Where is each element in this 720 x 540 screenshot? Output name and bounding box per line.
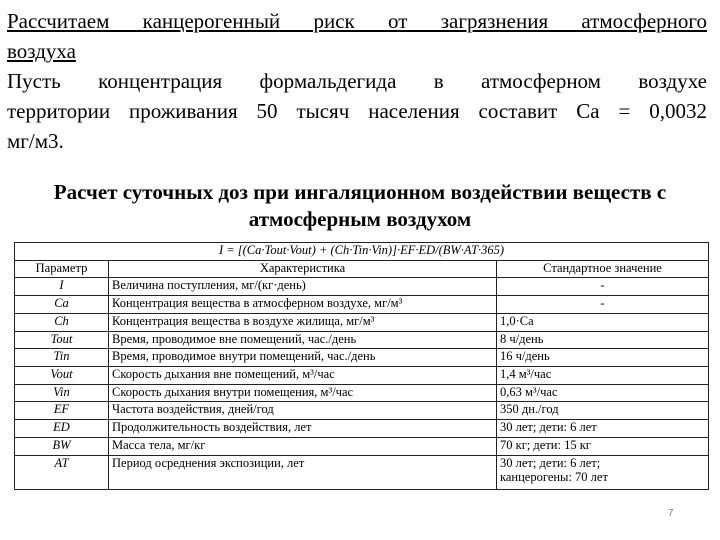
table-row xyxy=(15,402,709,420)
description-cell: Масса тела, мг/кг xyxy=(109,437,497,455)
param-cell: I xyxy=(15,278,109,296)
standard-value-cell: - xyxy=(497,278,709,296)
param-cell: Vout xyxy=(15,367,109,385)
description-cell: Скорость дыхания вне помещений, м³/час xyxy=(109,367,497,385)
section-title-line-2: атмосферным воздухом xyxy=(248,207,472,231)
dose-parameters-table xyxy=(14,242,708,490)
formula-cell: I = [(Ca·Tout·Vout) + (Ch·Tin·Vin)]·EF·ED/(BW·AT·365) xyxy=(15,243,709,261)
page-number: 7 xyxy=(668,508,674,519)
paragraph-line-2: территории проживания 50 тысяч населения составит Са = 0,0032 xyxy=(7,99,707,123)
param-cell: Tout xyxy=(15,331,109,349)
heading-line-1: Рассчитаем канцерогенный риск от загрязнения атмосферного xyxy=(7,9,707,33)
header-row xyxy=(15,260,709,278)
description-cell: Концентрация вещества в атмосферном воздухе, мг/м³ xyxy=(109,296,497,314)
param-cell: BW xyxy=(15,437,109,455)
header-standard-value: Стандартное значение xyxy=(497,260,709,278)
table-row xyxy=(15,437,709,455)
standard-value-line-2: канцерогены: 70 лет xyxy=(500,469,608,484)
param-cell: AT xyxy=(15,455,109,489)
standard-value-cell: 70 кг; дети: 15 кг xyxy=(497,437,709,455)
param-cell: Ch xyxy=(15,313,109,331)
formula-row xyxy=(15,243,709,261)
intro-text xyxy=(7,6,707,156)
table-row xyxy=(15,296,709,314)
section-title xyxy=(0,179,720,233)
table-row xyxy=(15,313,709,331)
standard-value-cell: 1,0·Ca xyxy=(497,313,709,331)
table-row xyxy=(15,384,709,402)
table-row xyxy=(15,420,709,438)
description-cell: Время, проводимое вне помещений, час./день xyxy=(109,331,497,349)
param-cell: Tin xyxy=(15,349,109,367)
description-cell: Концентрация вещества в воздухе жилища, мг/м³ xyxy=(109,313,497,331)
param-cell: Vin xyxy=(15,384,109,402)
table-row xyxy=(15,331,709,349)
description-cell: Частота воздействия, дней/год xyxy=(109,402,497,420)
description-cell: Период осреднения экспозиции, лет xyxy=(109,455,497,489)
standard-value-cell: 16 ч/день xyxy=(497,349,709,367)
standard-value-cell: 30 лет; дети: 6 лет xyxy=(497,420,709,438)
description-cell: Продолжительность воздействия, лет xyxy=(109,420,497,438)
header-param: Параметр xyxy=(15,260,109,278)
param-cell: Ca xyxy=(15,296,109,314)
heading-line-2: воздуха xyxy=(7,39,76,63)
table-row xyxy=(15,278,709,296)
standard-value-cell: 0,63 м³/час xyxy=(497,384,709,402)
table-row xyxy=(15,367,709,385)
table-row xyxy=(15,455,709,489)
description-cell: Скорость дыхания внутри помещения, м³/час xyxy=(109,384,497,402)
section-title-line-1: Расчет суточных доз при ингаляционном воздействии веществ с xyxy=(53,180,667,204)
standard-value-cell: 1,4 м³/час xyxy=(497,367,709,385)
param-cell: EF xyxy=(15,402,109,420)
table-row xyxy=(15,349,709,367)
standard-value-cell: - xyxy=(497,296,709,314)
description-cell: Величина поступления, мг/(кг·день) xyxy=(109,278,497,296)
standard-value-cell: 350 дн./год xyxy=(497,402,709,420)
paragraph-line-3: мг/м3. xyxy=(7,129,64,153)
description-cell: Время, проводимое внутри помещений, час./день xyxy=(109,349,497,367)
paragraph-line-1: Пусть концентрация формальдегида в атмосферном воздухе xyxy=(7,69,707,93)
standard-value-cell: 8 ч/день xyxy=(497,331,709,349)
header-description: Характеристика xyxy=(109,260,497,278)
standard-value-cell xyxy=(497,455,709,489)
param-cell: ED xyxy=(15,420,109,438)
standard-value-line-1: 30 лет; дети: 6 лет; xyxy=(500,455,601,470)
